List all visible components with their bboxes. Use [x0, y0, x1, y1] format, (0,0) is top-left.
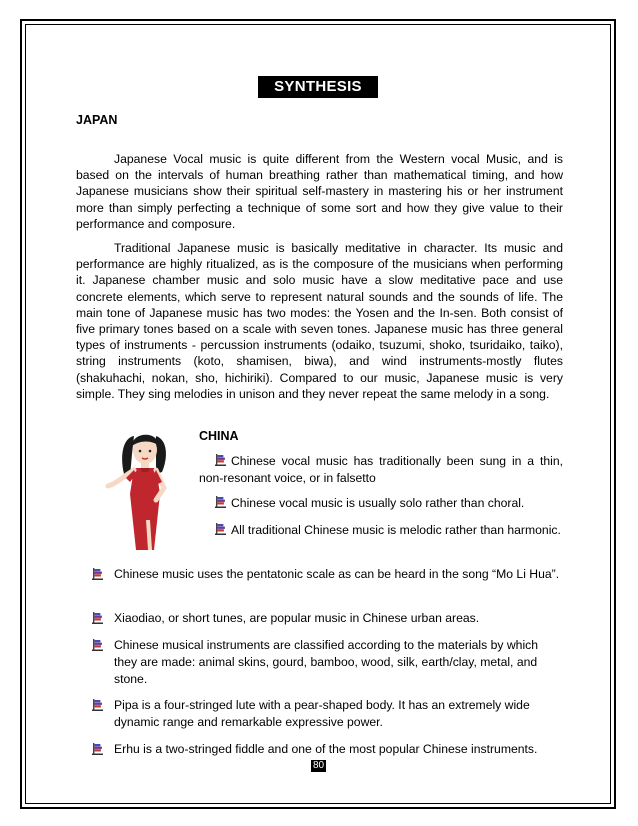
list-item — [92, 566, 562, 583]
list-item-text: Pipa is a four-stringed lute with a pear-shaped body. It has an extremely wide dynamic range and remarkable expressive power. — [114, 698, 530, 729]
china-bullet-list-1 — [92, 566, 562, 583]
flag-bullet-icon — [215, 496, 227, 508]
flag-bullet-icon — [92, 612, 104, 624]
japan-paragraph-1: Japanese Vocal music is quite different from the Western vocal Music, and is based on the intervals of human breathing rather than mathematical timing, and how Japanese musicians show their spiritual self-mastery in mastering his or her instrument more than simply perfecting a technique of some sort and how they give value to their performance and composure. — [76, 152, 563, 231]
list-item-text: Chinese music uses the pentatonic scale as can be heard in the song “Mo Li Hua”. — [114, 567, 560, 581]
china-bullet-list-3 — [92, 637, 562, 688]
japan-paragraph-2: Traditional Japanese music is basically meditative in character. Its music and performance are highly ritualized, as is the composure of the musicians when performing it. Japanese chamber music and solo music have a slow meditative pace and use concrete elements, which serve to represent natural sounds and the sounds of life. The main tone of Japanese music has two modes: the Yosen and the In-sen. Both consist of five primary tones based on a scale with seven tones. Japanese music has three general types of instruments - percussion instruments (odaiko, tsuzumi, shoko, tsuridaiko, taiko), string instruments (koto, shamisen, biwa), and wind instruments-mostly flutes (shakuhachi, nokan, sho, hichiriki). Compared to our music, Japanese music is very simple. They sing melodies in unison and they never repeat the same melody in a song. — [76, 241, 563, 401]
china-side-bullet-1 — [199, 453, 563, 487]
china-side-bullet-2 — [199, 495, 563, 512]
flag-bullet-icon — [92, 743, 104, 755]
page-title: SYNTHESIS — [258, 76, 378, 98]
flag-bullet-icon — [92, 568, 104, 580]
china-bullet-list-5 — [92, 741, 562, 758]
page-number: 80 — [313, 760, 325, 771]
section-heading-japan: JAPAN — [76, 113, 118, 127]
list-item-text: Chinese vocal music is usually solo rather than choral. — [231, 496, 525, 510]
flag-bullet-icon — [92, 699, 104, 711]
china-bullet-list-2 — [92, 610, 562, 627]
list-item-text: Chinese vocal music has traditionally been sung in a thin, non-resonant voice, or in falsetto — [199, 454, 563, 485]
list-item — [92, 741, 562, 758]
list-item-text: Erhu is a two-stringed fiddle and one of the most popular Chinese instruments. — [114, 742, 538, 756]
section-heading-china: CHINA — [199, 429, 239, 443]
list-item-text: Chinese musical instruments are classified according to the materials by which they are made: animal skins, gourd, bamboo, wood, silk, earth/clay, metal, and stone. — [114, 638, 539, 686]
flag-bullet-icon — [92, 639, 104, 651]
list-item-text: All traditional Chinese music is melodic rather than harmonic. — [231, 523, 561, 537]
list-item — [92, 697, 562, 731]
woman-in-qipao-illustration — [96, 424, 192, 550]
list-item-text: Xiaodiao, or short tunes, are popular music in Chinese urban areas. — [114, 611, 480, 625]
list-item — [92, 637, 562, 688]
china-bullet-list-4 — [92, 697, 562, 731]
flag-bullet-icon — [215, 454, 227, 466]
china-side-bullet-3 — [199, 522, 563, 539]
list-item — [92, 610, 562, 627]
flag-bullet-icon — [215, 523, 227, 535]
